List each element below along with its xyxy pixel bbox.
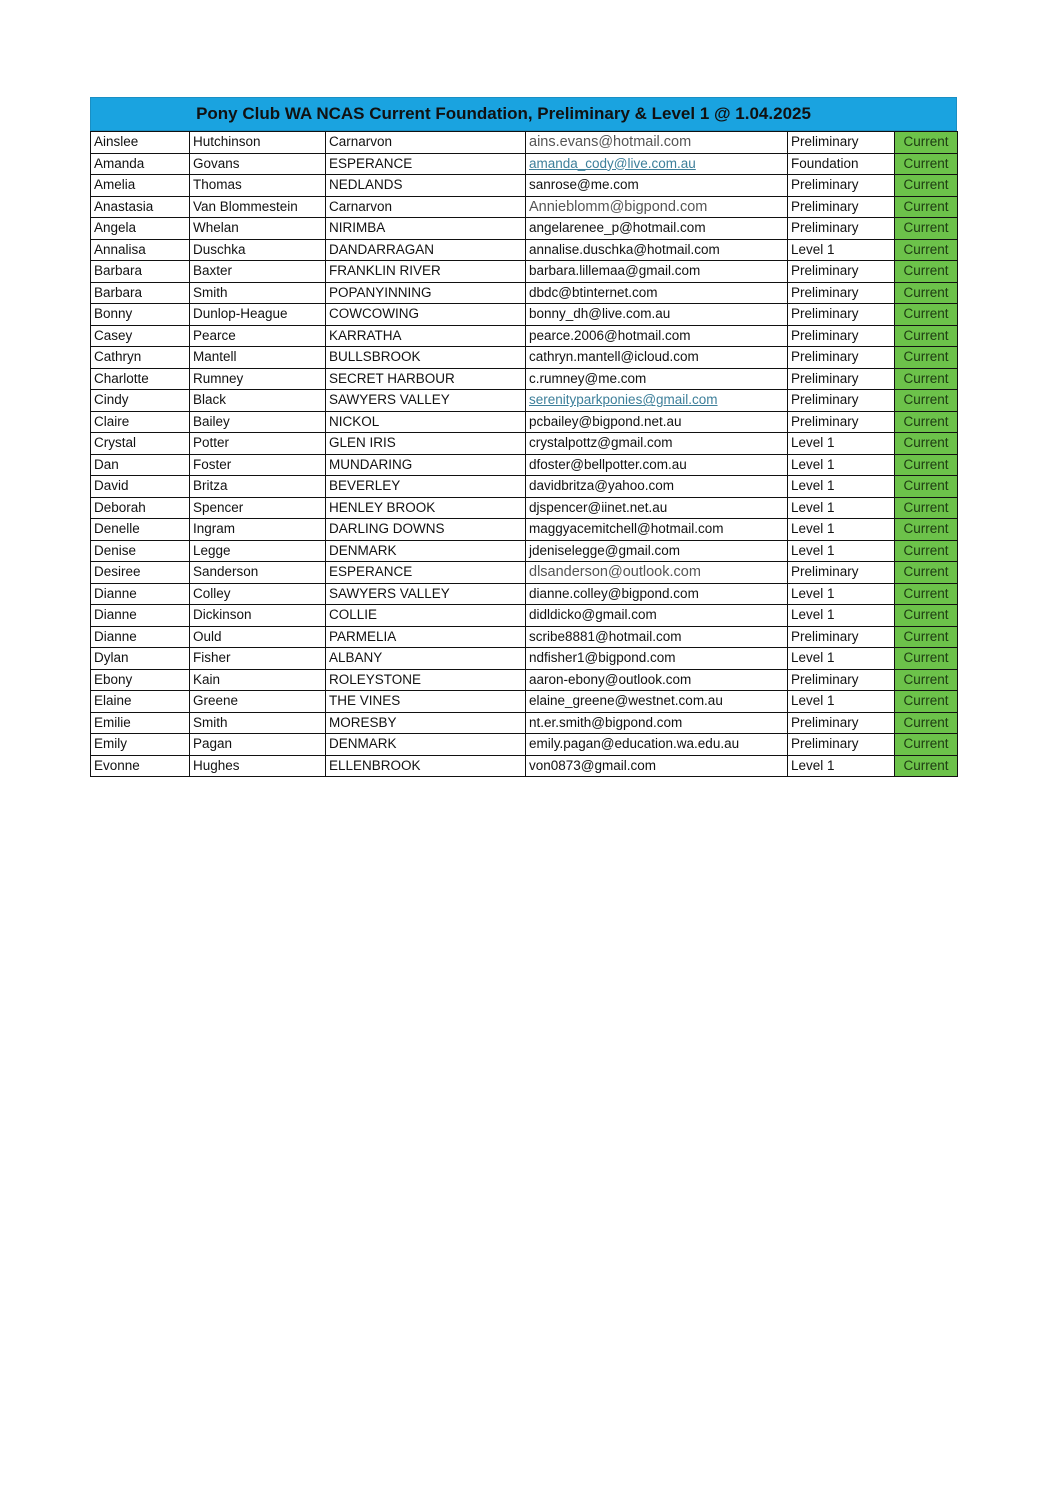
status-cell: Current — [895, 755, 958, 777]
level-cell: Level 1 — [788, 239, 895, 261]
status-cell: Current — [895, 175, 958, 197]
first-name-cell: Amanda — [91, 153, 190, 175]
level-cell: Preliminary — [788, 347, 895, 369]
first-name-cell: Barbara — [91, 261, 190, 283]
table-row — [91, 562, 958, 584]
town-cell: DANDARRAGAN — [326, 239, 526, 261]
table-row — [91, 304, 958, 326]
last-name-cell: Duschka — [190, 239, 326, 261]
town-cell: DENMARK — [326, 540, 526, 562]
member-table — [90, 131, 958, 777]
level-cell: Preliminary — [788, 282, 895, 304]
table-row — [91, 648, 958, 670]
last-name-cell: Pearce — [190, 325, 326, 347]
level-cell: Preliminary — [788, 304, 895, 326]
status-cell: Current — [895, 454, 958, 476]
first-name-cell: Dianne — [91, 605, 190, 627]
status-cell: Current — [895, 132, 958, 154]
status-cell: Current — [895, 540, 958, 562]
level-cell: Level 1 — [788, 476, 895, 498]
table-row — [91, 261, 958, 283]
level-cell: Preliminary — [788, 734, 895, 756]
table-row — [91, 196, 958, 218]
level-cell: Level 1 — [788, 755, 895, 777]
first-name-cell: Charlotte — [91, 368, 190, 390]
first-name-cell: Bonny — [91, 304, 190, 326]
table-row — [91, 583, 958, 605]
first-name-cell: Ainslee — [91, 132, 190, 154]
table-row — [91, 755, 958, 777]
level-cell: Preliminary — [788, 218, 895, 240]
level-cell: Level 1 — [788, 540, 895, 562]
last-name-cell: Hughes — [190, 755, 326, 777]
last-name-cell: Colley — [190, 583, 326, 605]
email-cell[interactable]: serenityparkponies@gmail.com — [526, 390, 788, 412]
status-cell: Current — [895, 626, 958, 648]
table-row — [91, 519, 958, 541]
table-row — [91, 218, 958, 240]
table-row — [91, 282, 958, 304]
first-name-cell: Denise — [91, 540, 190, 562]
email-cell: didldicko@gmail.com — [526, 605, 788, 627]
status-cell: Current — [895, 153, 958, 175]
last-name-cell: Rumney — [190, 368, 326, 390]
last-name-cell: Black — [190, 390, 326, 412]
last-name-cell: Van Blommestein — [190, 196, 326, 218]
first-name-cell: Desiree — [91, 562, 190, 584]
level-cell: Preliminary — [788, 390, 895, 412]
email-cell: maggyacemitchell@hotmail.com — [526, 519, 788, 541]
status-cell: Current — [895, 368, 958, 390]
first-name-cell: Amelia — [91, 175, 190, 197]
last-name-cell: Foster — [190, 454, 326, 476]
status-cell: Current — [895, 325, 958, 347]
status-cell: Current — [895, 562, 958, 584]
town-cell: ESPERANCE — [326, 153, 526, 175]
status-cell: Current — [895, 476, 958, 498]
first-name-cell: Cathryn — [91, 347, 190, 369]
level-cell: Foundation — [788, 153, 895, 175]
status-cell: Current — [895, 583, 958, 605]
table-row — [91, 626, 958, 648]
first-name-cell: Dan — [91, 454, 190, 476]
level-cell: Level 1 — [788, 583, 895, 605]
level-cell: Preliminary — [788, 325, 895, 347]
first-name-cell: Emilie — [91, 712, 190, 734]
email-cell: pearce.2006@hotmail.com — [526, 325, 788, 347]
email-cell: bonny_dh@live.com.au — [526, 304, 788, 326]
table-row — [91, 325, 958, 347]
last-name-cell: Govans — [190, 153, 326, 175]
first-name-cell: Claire — [91, 411, 190, 433]
table-row — [91, 239, 958, 261]
email-cell: djspencer@iinet.net.au — [526, 497, 788, 519]
table-row — [91, 390, 958, 412]
table-row — [91, 712, 958, 734]
town-cell: COWCOWING — [326, 304, 526, 326]
table-row — [91, 433, 958, 455]
last-name-cell: Whelan — [190, 218, 326, 240]
email-cell: dianne.colley@bigpond.com — [526, 583, 788, 605]
email-cell: crystalpottz@gmail.com — [526, 433, 788, 455]
town-cell: ESPERANCE — [326, 562, 526, 584]
level-cell: Level 1 — [788, 433, 895, 455]
first-name-cell: Casey — [91, 325, 190, 347]
last-name-cell: Thomas — [190, 175, 326, 197]
town-cell: Carnarvon — [326, 132, 526, 154]
last-name-cell: Pagan — [190, 734, 326, 756]
status-cell: Current — [895, 390, 958, 412]
status-cell: Current — [895, 347, 958, 369]
status-cell: Current — [895, 411, 958, 433]
status-cell: Current — [895, 712, 958, 734]
first-name-cell: Crystal — [91, 433, 190, 455]
first-name-cell: Evonne — [91, 755, 190, 777]
first-name-cell: Emily — [91, 734, 190, 756]
last-name-cell: Spencer — [190, 497, 326, 519]
last-name-cell: Baxter — [190, 261, 326, 283]
email-cell: davidbritza@yahoo.com — [526, 476, 788, 498]
email-cell: dbdc@btinternet.com — [526, 282, 788, 304]
town-cell: DENMARK — [326, 734, 526, 756]
status-cell: Current — [895, 304, 958, 326]
last-name-cell: Dickinson — [190, 605, 326, 627]
first-name-cell: Cindy — [91, 390, 190, 412]
level-cell: Preliminary — [788, 175, 895, 197]
level-cell: Preliminary — [788, 196, 895, 218]
first-name-cell: Deborah — [91, 497, 190, 519]
town-cell: Carnarvon — [326, 196, 526, 218]
email-cell: nt.er.smith@bigpond.com — [526, 712, 788, 734]
last-name-cell: Britza — [190, 476, 326, 498]
last-name-cell: Bailey — [190, 411, 326, 433]
town-cell: THE VINES — [326, 691, 526, 713]
email-cell: emily.pagan@education.wa.edu.au — [526, 734, 788, 756]
town-cell: SECRET HARBOUR — [326, 368, 526, 390]
level-cell: Preliminary — [788, 411, 895, 433]
email-cell: sanrose@me.com — [526, 175, 788, 197]
last-name-cell: Ould — [190, 626, 326, 648]
first-name-cell: David — [91, 476, 190, 498]
first-name-cell: Annalisa — [91, 239, 190, 261]
table-row — [91, 368, 958, 390]
status-cell: Current — [895, 433, 958, 455]
town-cell: PARMELIA — [326, 626, 526, 648]
email-cell: c.rumney@me.com — [526, 368, 788, 390]
town-cell: NIRIMBA — [326, 218, 526, 240]
status-cell: Current — [895, 196, 958, 218]
status-cell: Current — [895, 261, 958, 283]
level-cell: Level 1 — [788, 691, 895, 713]
level-cell: Level 1 — [788, 648, 895, 670]
town-cell: DARLING DOWNS — [326, 519, 526, 541]
email-cell: pcbailey@bigpond.net.au — [526, 411, 788, 433]
level-cell: Preliminary — [788, 132, 895, 154]
level-cell: Preliminary — [788, 669, 895, 691]
last-name-cell: Sanderson — [190, 562, 326, 584]
table-row — [91, 540, 958, 562]
level-cell: Preliminary — [788, 368, 895, 390]
first-name-cell: Dianne — [91, 626, 190, 648]
town-cell: MORESBY — [326, 712, 526, 734]
last-name-cell: Mantell — [190, 347, 326, 369]
last-name-cell: Ingram — [190, 519, 326, 541]
status-cell: Current — [895, 734, 958, 756]
first-name-cell: Denelle — [91, 519, 190, 541]
status-cell: Current — [895, 218, 958, 240]
email-cell: dfoster@bellpotter.com.au — [526, 454, 788, 476]
status-cell: Current — [895, 605, 958, 627]
status-cell: Current — [895, 669, 958, 691]
last-name-cell: Potter — [190, 433, 326, 455]
level-cell: Preliminary — [788, 261, 895, 283]
town-cell: SAWYERS VALLEY — [326, 390, 526, 412]
town-cell: ALBANY — [326, 648, 526, 670]
town-cell: BEVERLEY — [326, 476, 526, 498]
town-cell: KARRATHA — [326, 325, 526, 347]
status-cell: Current — [895, 282, 958, 304]
last-name-cell: Kain — [190, 669, 326, 691]
email-cell: ndfisher1@bigpond.com — [526, 648, 788, 670]
table-row — [91, 132, 958, 154]
email-cell: ains.evans@hotmail.com — [526, 132, 788, 154]
town-cell: MUNDARING — [326, 454, 526, 476]
town-cell: ELLENBROOK — [326, 755, 526, 777]
table-row — [91, 734, 958, 756]
last-name-cell: Smith — [190, 282, 326, 304]
first-name-cell: Dianne — [91, 583, 190, 605]
town-cell: GLEN IRIS — [326, 433, 526, 455]
town-cell: NEDLANDS — [326, 175, 526, 197]
town-cell: POPANYINNING — [326, 282, 526, 304]
last-name-cell: Dunlop-Heague — [190, 304, 326, 326]
email-cell: angelarenee_p@hotmail.com — [526, 218, 788, 240]
email-cell: von0873@gmail.com — [526, 755, 788, 777]
email-cell: annalise.duschka@hotmail.com — [526, 239, 788, 261]
town-cell: BULLSBROOK — [326, 347, 526, 369]
last-name-cell: Greene — [190, 691, 326, 713]
first-name-cell: Dylan — [91, 648, 190, 670]
status-cell: Current — [895, 648, 958, 670]
status-cell: Current — [895, 691, 958, 713]
first-name-cell: Anastasia — [91, 196, 190, 218]
town-cell: NICKOL — [326, 411, 526, 433]
last-name-cell: Legge — [190, 540, 326, 562]
town-cell: HENLEY BROOK — [326, 497, 526, 519]
table-row — [91, 669, 958, 691]
spreadsheet — [90, 97, 957, 777]
email-cell[interactable]: amanda_cody@live.com.au — [526, 153, 788, 175]
table-row — [91, 175, 958, 197]
table-row — [91, 476, 958, 498]
level-cell: Level 1 — [788, 605, 895, 627]
level-cell: Level 1 — [788, 454, 895, 476]
town-cell: ROLEYSTONE — [326, 669, 526, 691]
email-cell: barbara.lillemaa@gmail.com — [526, 261, 788, 283]
table-row — [91, 347, 958, 369]
email-cell: cathryn.mantell@icloud.com — [526, 347, 788, 369]
first-name-cell: Barbara — [91, 282, 190, 304]
first-name-cell: Angela — [91, 218, 190, 240]
sheet-title: Pony Club WA NCAS Current Foundation, Preliminary & Level 1 @ 1.04.2025 — [90, 97, 957, 131]
status-cell: Current — [895, 239, 958, 261]
email-cell: Annieblomm@bigpond.com — [526, 196, 788, 218]
status-cell: Current — [895, 497, 958, 519]
status-cell: Current — [895, 519, 958, 541]
email-cell: dlsanderson@outlook.com — [526, 562, 788, 584]
email-cell: jdeniselegge@gmail.com — [526, 540, 788, 562]
level-cell: Preliminary — [788, 626, 895, 648]
town-cell: COLLIE — [326, 605, 526, 627]
first-name-cell: Ebony — [91, 669, 190, 691]
level-cell: Level 1 — [788, 519, 895, 541]
first-name-cell: Elaine — [91, 691, 190, 713]
table-row — [91, 691, 958, 713]
last-name-cell: Smith — [190, 712, 326, 734]
table-row — [91, 454, 958, 476]
table-row — [91, 153, 958, 175]
table-row — [91, 411, 958, 433]
level-cell: Preliminary — [788, 712, 895, 734]
table-row — [91, 605, 958, 627]
email-cell: scribe8881@hotmail.com — [526, 626, 788, 648]
level-cell: Preliminary — [788, 562, 895, 584]
town-cell: FRANKLIN RIVER — [326, 261, 526, 283]
email-cell: aaron-ebony@outlook.com — [526, 669, 788, 691]
last-name-cell: Hutchinson — [190, 132, 326, 154]
email-cell: elaine_greene@westnet.com.au — [526, 691, 788, 713]
town-cell: SAWYERS VALLEY — [326, 583, 526, 605]
table-row — [91, 497, 958, 519]
last-name-cell: Fisher — [190, 648, 326, 670]
level-cell: Level 1 — [788, 497, 895, 519]
